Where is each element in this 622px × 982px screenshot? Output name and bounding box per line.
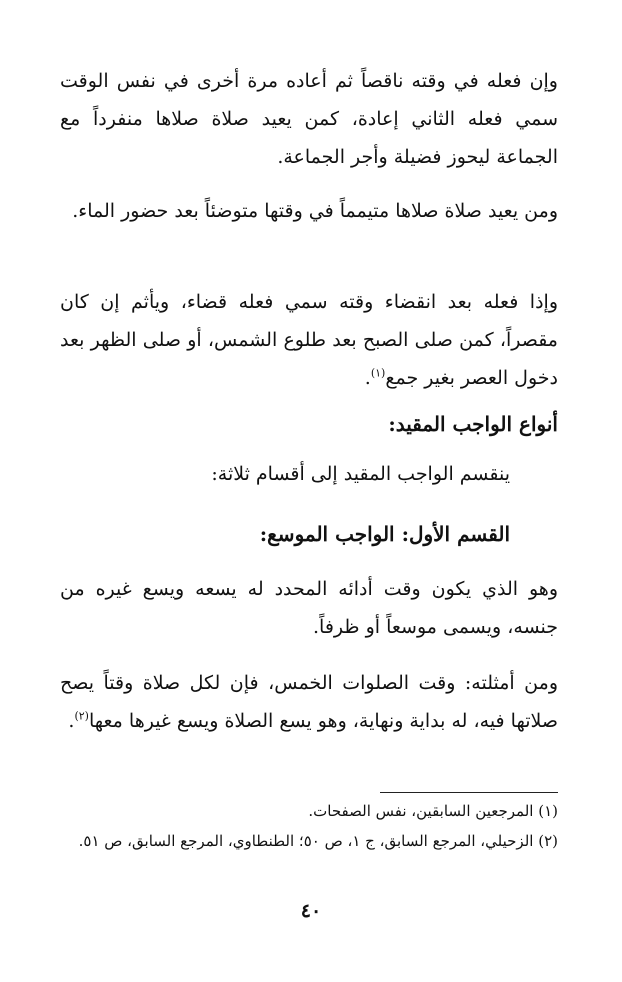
section-intro: ينقسم الواجب المقيد إلى أقسام ثلاثة:	[211, 463, 510, 485]
page-number: ٤٠	[300, 900, 322, 922]
paragraph-examples: ومن أمثلته: وقت الصلوات الخمس، فإن لكل صلاة وقتاً يصح صلاتها فيه، له بداية ونهاية، وهو يسع الصلاة ويسع غيرها معها$^{(٢)}$.	[60, 672, 558, 732]
footnotes	[60, 796, 558, 856]
footnote-ref-2: (٢)	[74, 709, 89, 723]
footnote-ref-1: (١)	[370, 366, 386, 380]
paragraph-examples-text: ومن أمثلته: وقت الصلوات الخمس، فإن لكل صلاة وقتاً يصح صلاتها فيه، له بداية ونهاية، وهو يسع الصلاة ويسع غيرها معها	[60, 672, 558, 732]
footnote-2-mark: (٢)	[538, 832, 558, 850]
paragraph-qada: وإذا فعله بعد انقضاء وقته سمي فعله قضاء، ويأثم إن كان مقصراً، كمن صلى الصبح بعد طلوع الشمس، أو صلى الظهر بعد دخول العصر بغير جمع$^{(١)}$.	[60, 291, 558, 389]
footnote-2-text: الزحيلي، المرجع السابق، ج ١، ص ٥٠؛ الطنطاوي، المرجع السابق، ص ٥١.	[78, 832, 534, 850]
paragraph-iadah: وإن فعله في وقته ناقصاً ثم أعاده مرة أخرى في نفس الوقت سمي فعله الثاني إعادة، كمن يعيد صلاة صلاها منفرداً مع الجماعة ليحوز فضيلة وأجر الجماعة.	[60, 70, 558, 168]
footnote-2	[60, 826, 558, 856]
footnote-1	[60, 796, 558, 826]
footnote-divider	[380, 792, 558, 793]
footnote-1-mark: (١)	[538, 802, 558, 820]
subheading-wasi: القسم الأول: الواجب الموسع:	[259, 522, 510, 546]
paragraph-wasi-definition: وهو الذي يكون وقت أدائه المحدد له يسعه ويسع غيره من جنسه، ويسمى موسعاً أو ظرفاً.	[60, 578, 558, 638]
section-heading: أنواع الواجب المقيد:	[388, 412, 558, 436]
footnote-1-text: المرجعين السابقين، نفس الصفحات.	[308, 802, 534, 820]
paragraph-qada-text: وإذا فعله بعد انقضاء وقته سمي فعله قضاء، ويأثم إن كان مقصراً، كمن صلى الصبح بعد طلوع الشمس، أو صلى الظهر بعد دخول العصر بغير جمع	[60, 291, 558, 389]
paragraph-tayammum: ومن يعيد صلاة صلاها متيمماً في وقتها متوضئاً بعد حضور الماء.	[72, 200, 558, 222]
